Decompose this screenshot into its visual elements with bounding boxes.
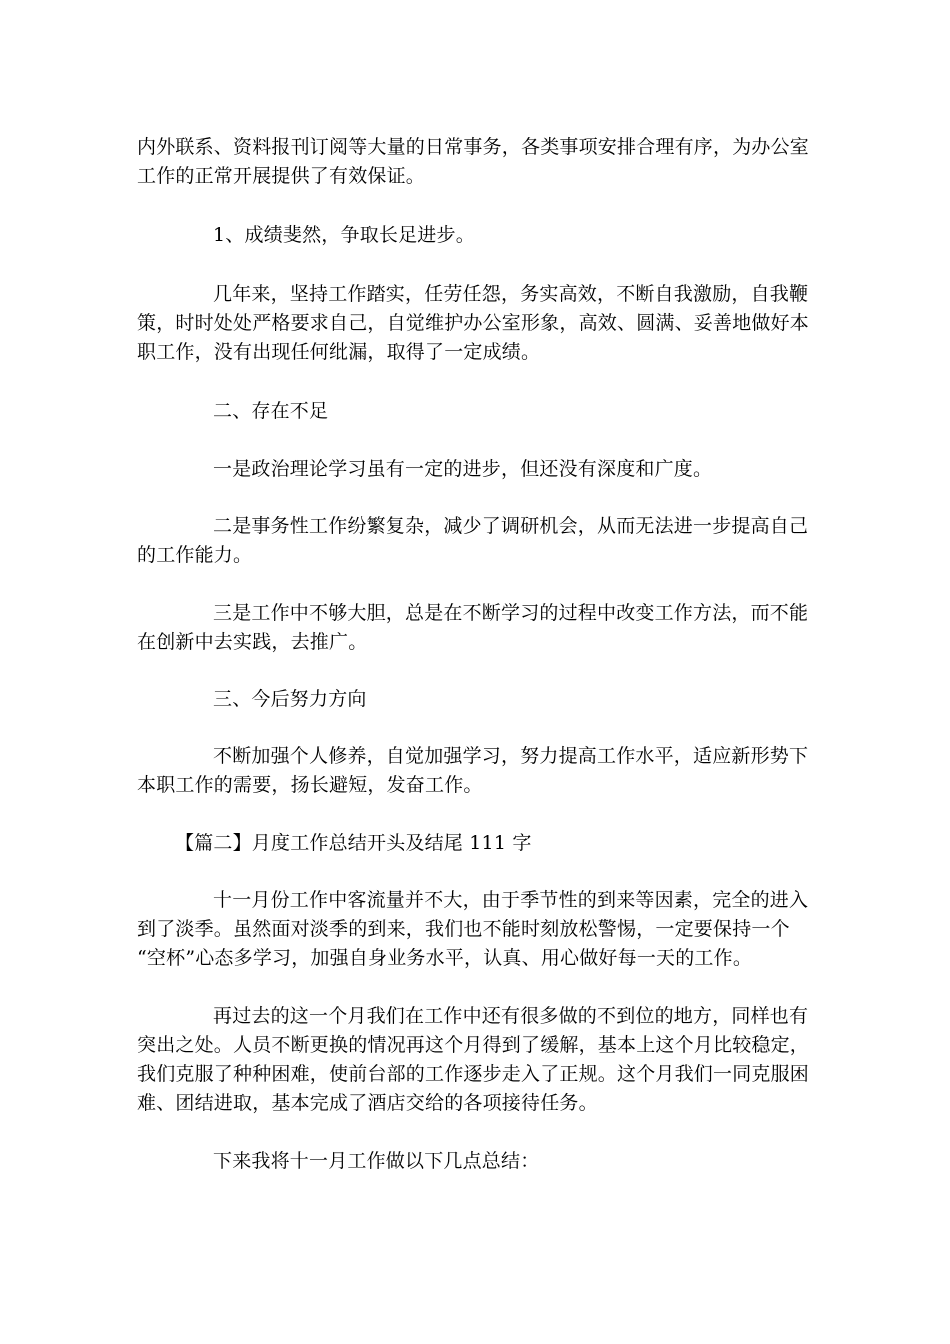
text-line: 一是政治理论学习虽有一定的进步，但还没有深度和广度。	[213, 458, 713, 480]
text-line: 十一月份工作中客流量并不大，由于季节性的到来等因素，完全的进入	[213, 889, 809, 911]
section-heading: 二、存在不足	[213, 400, 329, 422]
text-line: 不断加强个人修养，自觉加强学习，努力提高工作水平，适应新形势下	[213, 745, 809, 767]
text-line: 策，时时处处严格要求自己，自觉维护办公室形象，高效、圆满、妥善地做好本	[137, 312, 810, 334]
paragraph-p4	[137, 397, 813, 426]
text-line: 二是事务性工作纷繁复杂，减少了调研机会，从而无法进一步提高自己	[213, 515, 809, 537]
text-line: 难、团结进取，基本完成了酒店交给的各项接待任务。	[137, 1092, 598, 1114]
text-line: 突出之处。人员不断更换的情况再这个月得到了缓解，基本上这个月比较稳定，	[137, 1034, 810, 1056]
text-line: 的工作能力。	[137, 544, 253, 566]
paragraph-p3	[137, 280, 813, 367]
text-line: 本职工作的需要，扬长避短，发奋工作。	[137, 774, 483, 796]
text-line: 下来我将十一月工作做以下几点总结：	[213, 1150, 540, 1172]
paragraph-p7	[137, 599, 813, 657]
text-line: 工作的正常开展提供了有效保证。	[137, 165, 426, 187]
paragraph-p10	[175, 829, 851, 858]
article-heading: 【篇二】月度工作总结开头及结尾 111 字	[175, 832, 532, 854]
text-line: 到了淡季。虽然面对淡季的到来，我们也不能时刻放松警惕，一定要保持一个	[137, 918, 790, 940]
text-line: 在创新中去实践，去推广。	[137, 631, 368, 653]
paragraph-p2	[137, 221, 813, 250]
text-line: 内外联系、资料报刊订阅等大量的日常事务，各类事项安排合理有序，为办公室	[137, 136, 810, 158]
paragraph-p12	[137, 1002, 813, 1118]
paragraph-p6	[137, 512, 813, 570]
text-line: 三是工作中不够大胆，总是在不断学习的过程中改变工作方法，而不能	[213, 602, 809, 624]
paragraph-p13	[137, 1147, 813, 1176]
paragraph-p8	[137, 685, 813, 714]
paragraph-p11	[137, 886, 813, 973]
section-heading: 三、今后努力方向	[213, 688, 367, 710]
paragraph-p5	[137, 455, 813, 484]
paragraph-p9	[137, 742, 813, 800]
text-line: 几年来，坚持工作踏实，任劳任怨，务实高效，不断自我激励，自我鞭	[213, 283, 809, 305]
paragraph-p1	[137, 133, 813, 191]
text-line: 我们克服了种种困难，使前台部的工作逐步走入了正规。这个月我们一同克服困	[137, 1063, 810, 1085]
text-line: “空杯”心态多学习，加强自身业务水平，认真、用心做好每一天的工作。	[137, 947, 753, 969]
text-line: 职工作，没有出现任何纰漏，取得了一定成绩。	[137, 341, 541, 363]
text-line: 再过去的这一个月我们在工作中还有很多做的不到位的地方，同样也有	[213, 1005, 809, 1027]
text-line: 1、成绩斐然，争取长足进步。	[213, 224, 475, 246]
